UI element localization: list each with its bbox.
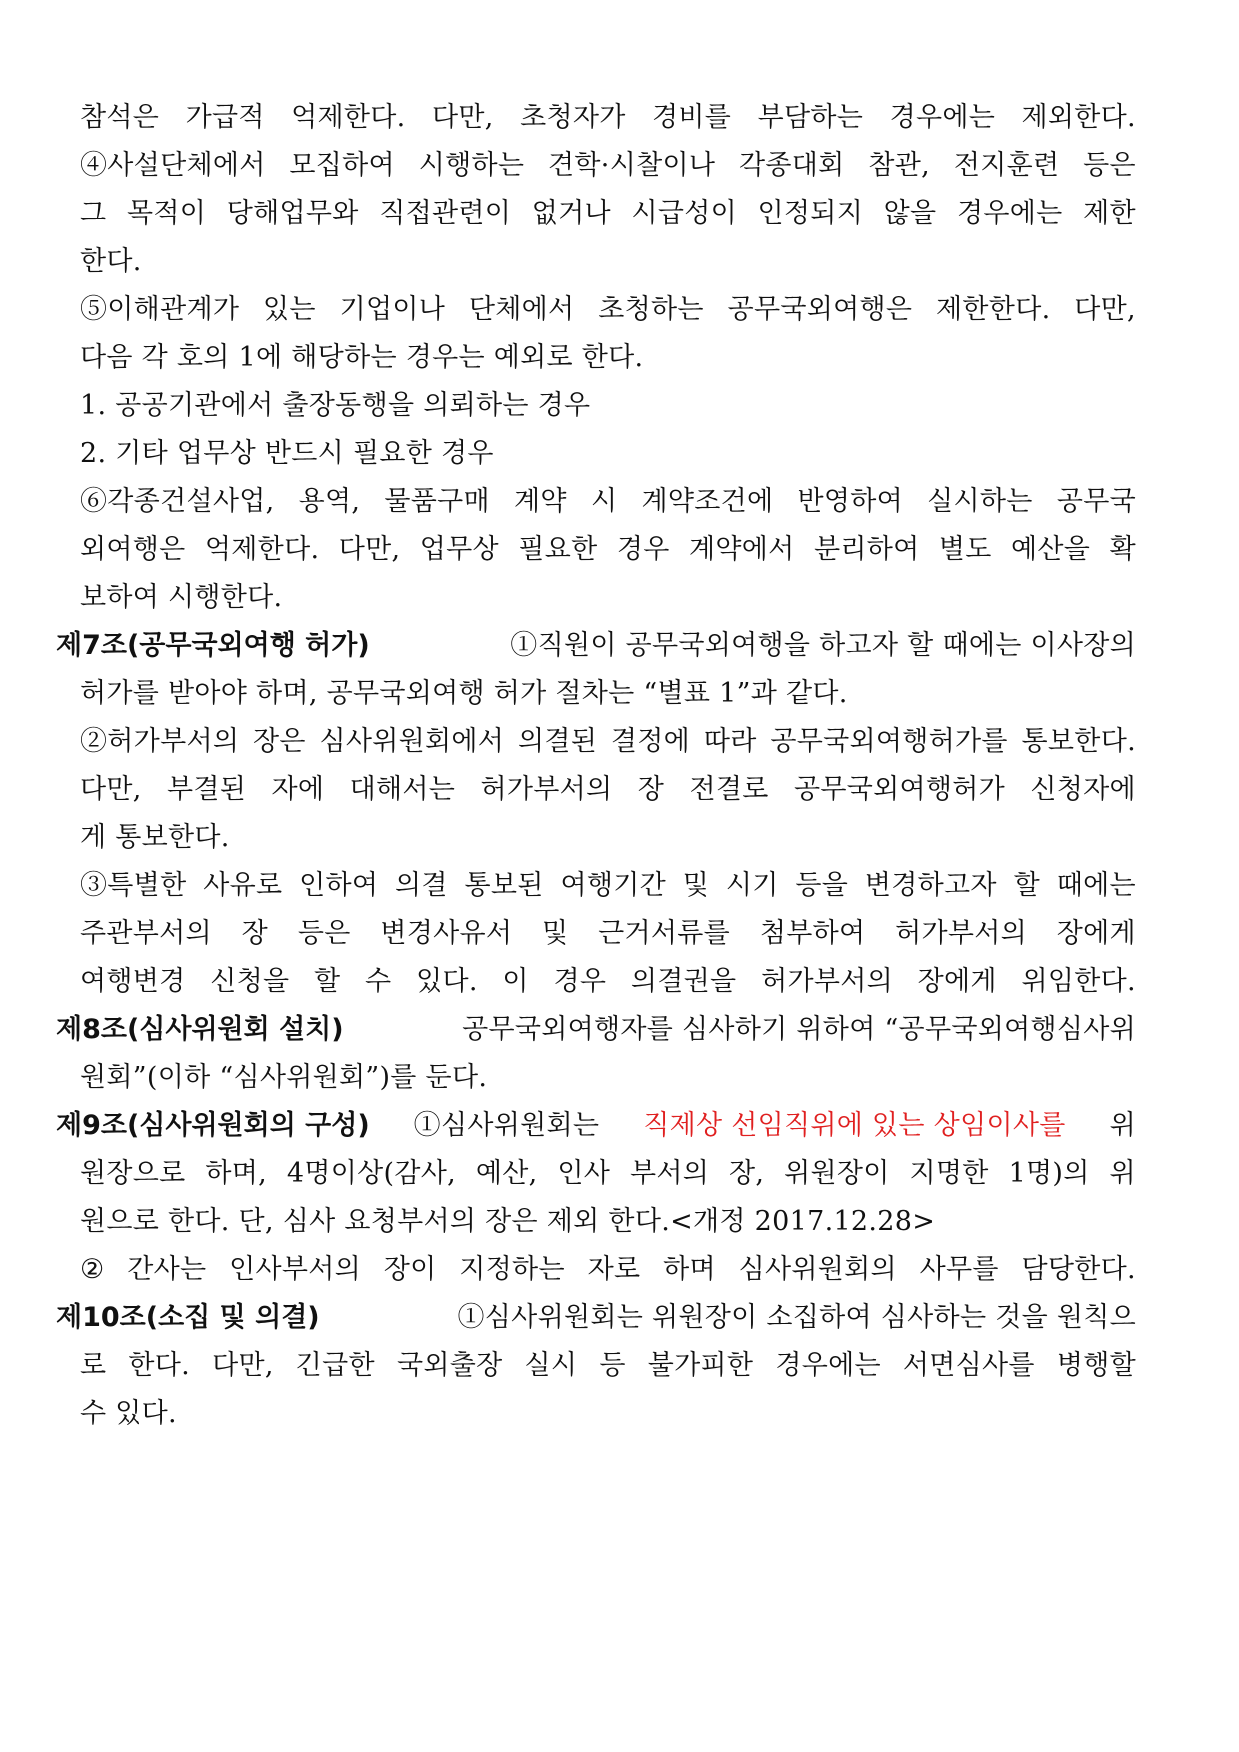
word: 한다. bbox=[128, 1350, 191, 1381]
word: 담당한다. bbox=[1021, 1254, 1136, 1285]
text-line bbox=[0, 140, 1239, 192]
text-line bbox=[0, 236, 1239, 288]
word: 지명한 bbox=[909, 1158, 989, 1189]
word: 인사부서의 bbox=[229, 1254, 362, 1285]
word: 다만, bbox=[432, 102, 494, 133]
word: 공무국외여행은 bbox=[727, 294, 913, 325]
word: 경우 bbox=[553, 966, 607, 997]
word: 위원장이 bbox=[784, 1158, 890, 1189]
word: 그 bbox=[80, 198, 107, 229]
word: 위임한다. bbox=[1021, 966, 1136, 997]
word: 신청자에 bbox=[1030, 774, 1136, 805]
paragraph-line bbox=[80, 764, 1136, 816]
word: 실시 bbox=[524, 1350, 578, 1381]
word: 첨부하여 bbox=[759, 918, 866, 949]
word: 장은 bbox=[252, 726, 306, 757]
paragraph-line: 수 있다. bbox=[80, 1398, 177, 1429]
word: 별도 bbox=[938, 534, 992, 565]
word: 제외한다. bbox=[1021, 102, 1136, 133]
word: 사무를 bbox=[919, 1254, 999, 1285]
word: 1명)의 bbox=[1008, 1158, 1090, 1189]
paragraph-line bbox=[80, 956, 1136, 1008]
text-line bbox=[0, 380, 1239, 432]
text-line bbox=[0, 284, 1239, 336]
word: ⑤이해관계가 bbox=[80, 294, 240, 325]
paragraph-line bbox=[80, 188, 1136, 240]
word: 국외출장 bbox=[396, 1350, 503, 1381]
word: 할 bbox=[314, 966, 341, 997]
word: 예산, bbox=[475, 1158, 538, 1189]
text-line bbox=[0, 92, 1239, 144]
word: 없거나 bbox=[531, 198, 611, 229]
word: 경우에는 bbox=[957, 198, 1063, 229]
paragraph-line: 다음 각 호의 1에 해당하는 경우는 예외로 한다. bbox=[80, 342, 644, 373]
word: 물품구매 bbox=[384, 486, 490, 517]
word: 목적이 bbox=[126, 198, 207, 229]
word: 부담하는 bbox=[757, 102, 864, 133]
word: 시행하는 bbox=[418, 150, 525, 181]
word: 참관, bbox=[868, 150, 931, 181]
article-9-text-end: 위 bbox=[1109, 1110, 1136, 1141]
word: 의결권을 bbox=[630, 966, 737, 997]
word: 않을 bbox=[883, 198, 937, 229]
word: 공무국 bbox=[1056, 486, 1136, 517]
text-line bbox=[0, 860, 1239, 912]
word: 인정되지 bbox=[757, 198, 864, 229]
article-7-line bbox=[56, 620, 1136, 672]
word: 시기 bbox=[725, 870, 779, 901]
word: 장이 bbox=[383, 1254, 437, 1285]
word: 외여행은 bbox=[80, 534, 186, 565]
word: 여행변경 bbox=[80, 966, 186, 997]
word: 심사위원회에서 bbox=[319, 726, 505, 757]
word: 확 bbox=[1109, 534, 1136, 565]
word: 예산을 bbox=[1011, 534, 1091, 565]
article-9-line bbox=[56, 1100, 1136, 1152]
word: 통보한다. bbox=[1021, 726, 1136, 757]
word: 경비를 bbox=[652, 102, 732, 133]
word: 각종대회 bbox=[739, 150, 845, 181]
word: 실시하는 bbox=[927, 486, 1033, 517]
word: 시 bbox=[590, 486, 618, 517]
paragraph-line: 게 통보한다. bbox=[80, 822, 230, 853]
text-line bbox=[0, 668, 1239, 720]
word: 있다. bbox=[416, 966, 478, 997]
text-line bbox=[0, 956, 1239, 1008]
paragraph-line bbox=[80, 284, 1136, 336]
word: 의결된 bbox=[517, 726, 598, 757]
word: 계약에서 bbox=[689, 534, 795, 565]
word: 인하여 bbox=[299, 870, 379, 901]
paragraph-line: 원으로 한다. 단, 심사 요청부서의 장은 제외 한다.<개정 2017.12.28> bbox=[80, 1206, 936, 1237]
word: 로 bbox=[80, 1350, 107, 1381]
paragraph-line bbox=[80, 860, 1136, 912]
word: 다만, bbox=[338, 534, 401, 565]
word: 단체에서 bbox=[468, 294, 575, 325]
word: 자에 bbox=[271, 774, 325, 805]
word: 긴급한 bbox=[295, 1350, 375, 1381]
word: 등 bbox=[599, 1350, 626, 1381]
text-line bbox=[0, 812, 1239, 864]
word: ② bbox=[80, 1254, 105, 1285]
article-10-heading: 제10조(소집 및 의결) bbox=[56, 1302, 320, 1333]
word: 사유로 bbox=[203, 870, 283, 901]
paragraph-line bbox=[80, 1244, 1136, 1296]
word: 등은 bbox=[1083, 150, 1136, 181]
word: 장에게 bbox=[1056, 918, 1136, 949]
paragraph-line: 보하여 시행한다. bbox=[80, 582, 283, 613]
word: 용역, bbox=[298, 486, 361, 517]
word: 간사는 bbox=[127, 1254, 207, 1285]
word: 이 bbox=[502, 966, 529, 997]
word: 분리하여 bbox=[813, 534, 920, 565]
word: 수 bbox=[365, 966, 392, 997]
word: 원장으로 bbox=[80, 1158, 186, 1189]
text-line bbox=[0, 1388, 1239, 1440]
paragraph-line bbox=[80, 92, 1136, 144]
paragraph-line bbox=[80, 524, 1136, 576]
text-line bbox=[0, 476, 1239, 528]
word: 신청을 bbox=[210, 966, 290, 997]
article-10-line bbox=[56, 1292, 1136, 1344]
text-line bbox=[0, 1148, 1239, 1200]
word: 장에게 bbox=[917, 966, 997, 997]
word: 초청자가 bbox=[520, 102, 626, 133]
word: 대해서는 bbox=[349, 774, 456, 805]
text-line bbox=[0, 428, 1239, 480]
word: 전지훈련 bbox=[953, 150, 1060, 181]
word: ②허가부서의 bbox=[80, 726, 240, 757]
word: 경우 bbox=[616, 534, 670, 565]
word: 허가부서의 bbox=[895, 918, 1028, 949]
word: 경우에는 bbox=[889, 102, 996, 133]
word: 자로 bbox=[587, 1254, 641, 1285]
word: 근거서류를 bbox=[598, 918, 731, 949]
word: 제한한다. bbox=[936, 294, 1051, 325]
word: 변경사유서 bbox=[380, 918, 513, 949]
list-item: 2. 기타 업무상 반드시 필요한 경우 bbox=[80, 438, 494, 469]
word: 따라 bbox=[703, 726, 757, 757]
paragraph-line: 허가를 받아야 하며, 공무국외여행 허가 절차는 “별표 1”과 같다. bbox=[80, 678, 848, 709]
word: 병행할 bbox=[1056, 1350, 1136, 1381]
word: 위 bbox=[1109, 1158, 1136, 1189]
word: 여행기간 bbox=[560, 870, 666, 901]
word: 시급성이 bbox=[631, 198, 737, 229]
word: 인사 bbox=[557, 1158, 611, 1189]
word: 있는 bbox=[263, 294, 316, 325]
word: 기업이나 bbox=[339, 294, 446, 325]
paragraph-line bbox=[80, 908, 1136, 960]
text-line bbox=[0, 524, 1239, 576]
word: 주관부서의 bbox=[80, 918, 212, 949]
word: 허가부서의 bbox=[761, 966, 893, 997]
word: 서면심사를 bbox=[902, 1350, 1035, 1381]
word: 허가부서의 bbox=[480, 774, 613, 805]
word: 심사위원회의 bbox=[738, 1254, 897, 1285]
word: 공무국외여행허가 bbox=[793, 774, 1006, 805]
word: 제한 bbox=[1083, 198, 1136, 229]
word: 및 bbox=[682, 870, 710, 901]
word: ③특별한 bbox=[80, 870, 187, 901]
word: 견학·시찰이나 bbox=[548, 150, 716, 181]
paragraph-line bbox=[80, 140, 1136, 192]
paragraph-line bbox=[80, 476, 1136, 528]
word: ⑥각종건설사업, bbox=[80, 486, 275, 517]
text-line bbox=[0, 908, 1239, 960]
word: 당해업무와 bbox=[226, 198, 359, 229]
word: 통보된 bbox=[464, 870, 544, 901]
text-line bbox=[0, 1196, 1239, 1248]
word: 다만, bbox=[212, 1350, 274, 1381]
word: 결정에 bbox=[610, 726, 691, 757]
article-9-first-line bbox=[0, 1100, 1239, 1152]
word: 업무상 bbox=[419, 534, 499, 565]
word: 의결 bbox=[395, 870, 448, 901]
article-7-heading: 제7조(공무국외여행 허가) bbox=[56, 630, 370, 661]
word: 반영하여 bbox=[797, 486, 904, 517]
word: 경우에는 bbox=[775, 1350, 881, 1381]
article-8-line bbox=[56, 1004, 1136, 1056]
word: 초청하는 bbox=[598, 294, 704, 325]
word: 할 bbox=[1013, 870, 1040, 901]
word: 계약조건에 bbox=[641, 486, 774, 517]
text-line bbox=[0, 1244, 1239, 1296]
word: 때에는 bbox=[1056, 870, 1136, 901]
word: 변경하고자 bbox=[864, 870, 997, 901]
paragraph-line bbox=[80, 716, 1136, 768]
text-line bbox=[0, 188, 1239, 240]
word: 장 bbox=[241, 918, 269, 949]
word: 불가피한 bbox=[647, 1350, 754, 1381]
text-line bbox=[0, 332, 1239, 384]
word: 억제한다. bbox=[204, 534, 320, 565]
article-9-heading: 제9조(심사위원회의 구성) bbox=[56, 1110, 370, 1141]
word: 계약 bbox=[514, 486, 567, 517]
word: 필요한 bbox=[518, 534, 598, 565]
word: 다만, bbox=[80, 774, 142, 805]
word: 직접관련이 bbox=[379, 198, 512, 229]
text-line bbox=[0, 572, 1239, 624]
text-line bbox=[0, 716, 1239, 768]
article-7-text: ①직원이 공무국외여행을 하고자 할 때에는 이사장의 bbox=[510, 630, 1136, 661]
word: 지정하는 bbox=[459, 1254, 565, 1285]
word: 하며, bbox=[205, 1158, 268, 1189]
list-item: 1. 공공기관에서 출장동행을 의뢰하는 경우 bbox=[80, 390, 591, 421]
highlighted-text: 직제상 선임직위에 있는 상임이사를 bbox=[643, 1110, 1066, 1141]
word: 다만, bbox=[1074, 294, 1136, 325]
word: 등은 bbox=[297, 918, 351, 949]
word: 전결로 bbox=[689, 774, 769, 805]
word: 장, bbox=[729, 1158, 765, 1189]
word: 하며 bbox=[663, 1254, 716, 1285]
word: 부결된 bbox=[167, 774, 247, 805]
word: 모집하여 bbox=[289, 150, 395, 181]
word: 가급적 bbox=[185, 102, 265, 133]
word: 공무국외여행허가를 bbox=[770, 726, 1008, 757]
word: 억제한다. bbox=[291, 102, 406, 133]
text-line bbox=[0, 764, 1239, 816]
word: 참석은 bbox=[80, 102, 160, 133]
article-8-text: 공무국외여행자를 심사하기 위하여 “공무국외여행심사위 bbox=[462, 1014, 1136, 1045]
text-line bbox=[0, 1340, 1239, 1392]
paragraph-line bbox=[80, 1148, 1136, 1200]
article-7-first-line bbox=[0, 620, 1239, 672]
article-8-first-line bbox=[0, 1004, 1239, 1056]
paragraph-line: 한다. bbox=[80, 246, 142, 277]
article-10-first-line bbox=[0, 1292, 1239, 1344]
text-line bbox=[0, 1052, 1239, 1104]
word: ④사설단체에서 bbox=[80, 150, 266, 181]
article-8-heading: 제8조(심사위원회 설치) bbox=[56, 1014, 344, 1045]
word: 장 bbox=[637, 774, 665, 805]
word: 부서의 bbox=[630, 1158, 710, 1189]
word: 4명이상(감사, bbox=[286, 1158, 457, 1189]
word: 등을 bbox=[795, 870, 849, 901]
paragraph-line: 원회”(이하 “심사위원회”)를 둔다. bbox=[80, 1062, 488, 1093]
article-9-text-start: ①심사위원회는 bbox=[413, 1110, 600, 1141]
paragraph-line bbox=[80, 1340, 1136, 1392]
article-10-text: ①심사위원회는 위원장이 소집하여 심사하는 것을 원칙으 bbox=[457, 1302, 1136, 1333]
word: 및 bbox=[542, 918, 569, 949]
